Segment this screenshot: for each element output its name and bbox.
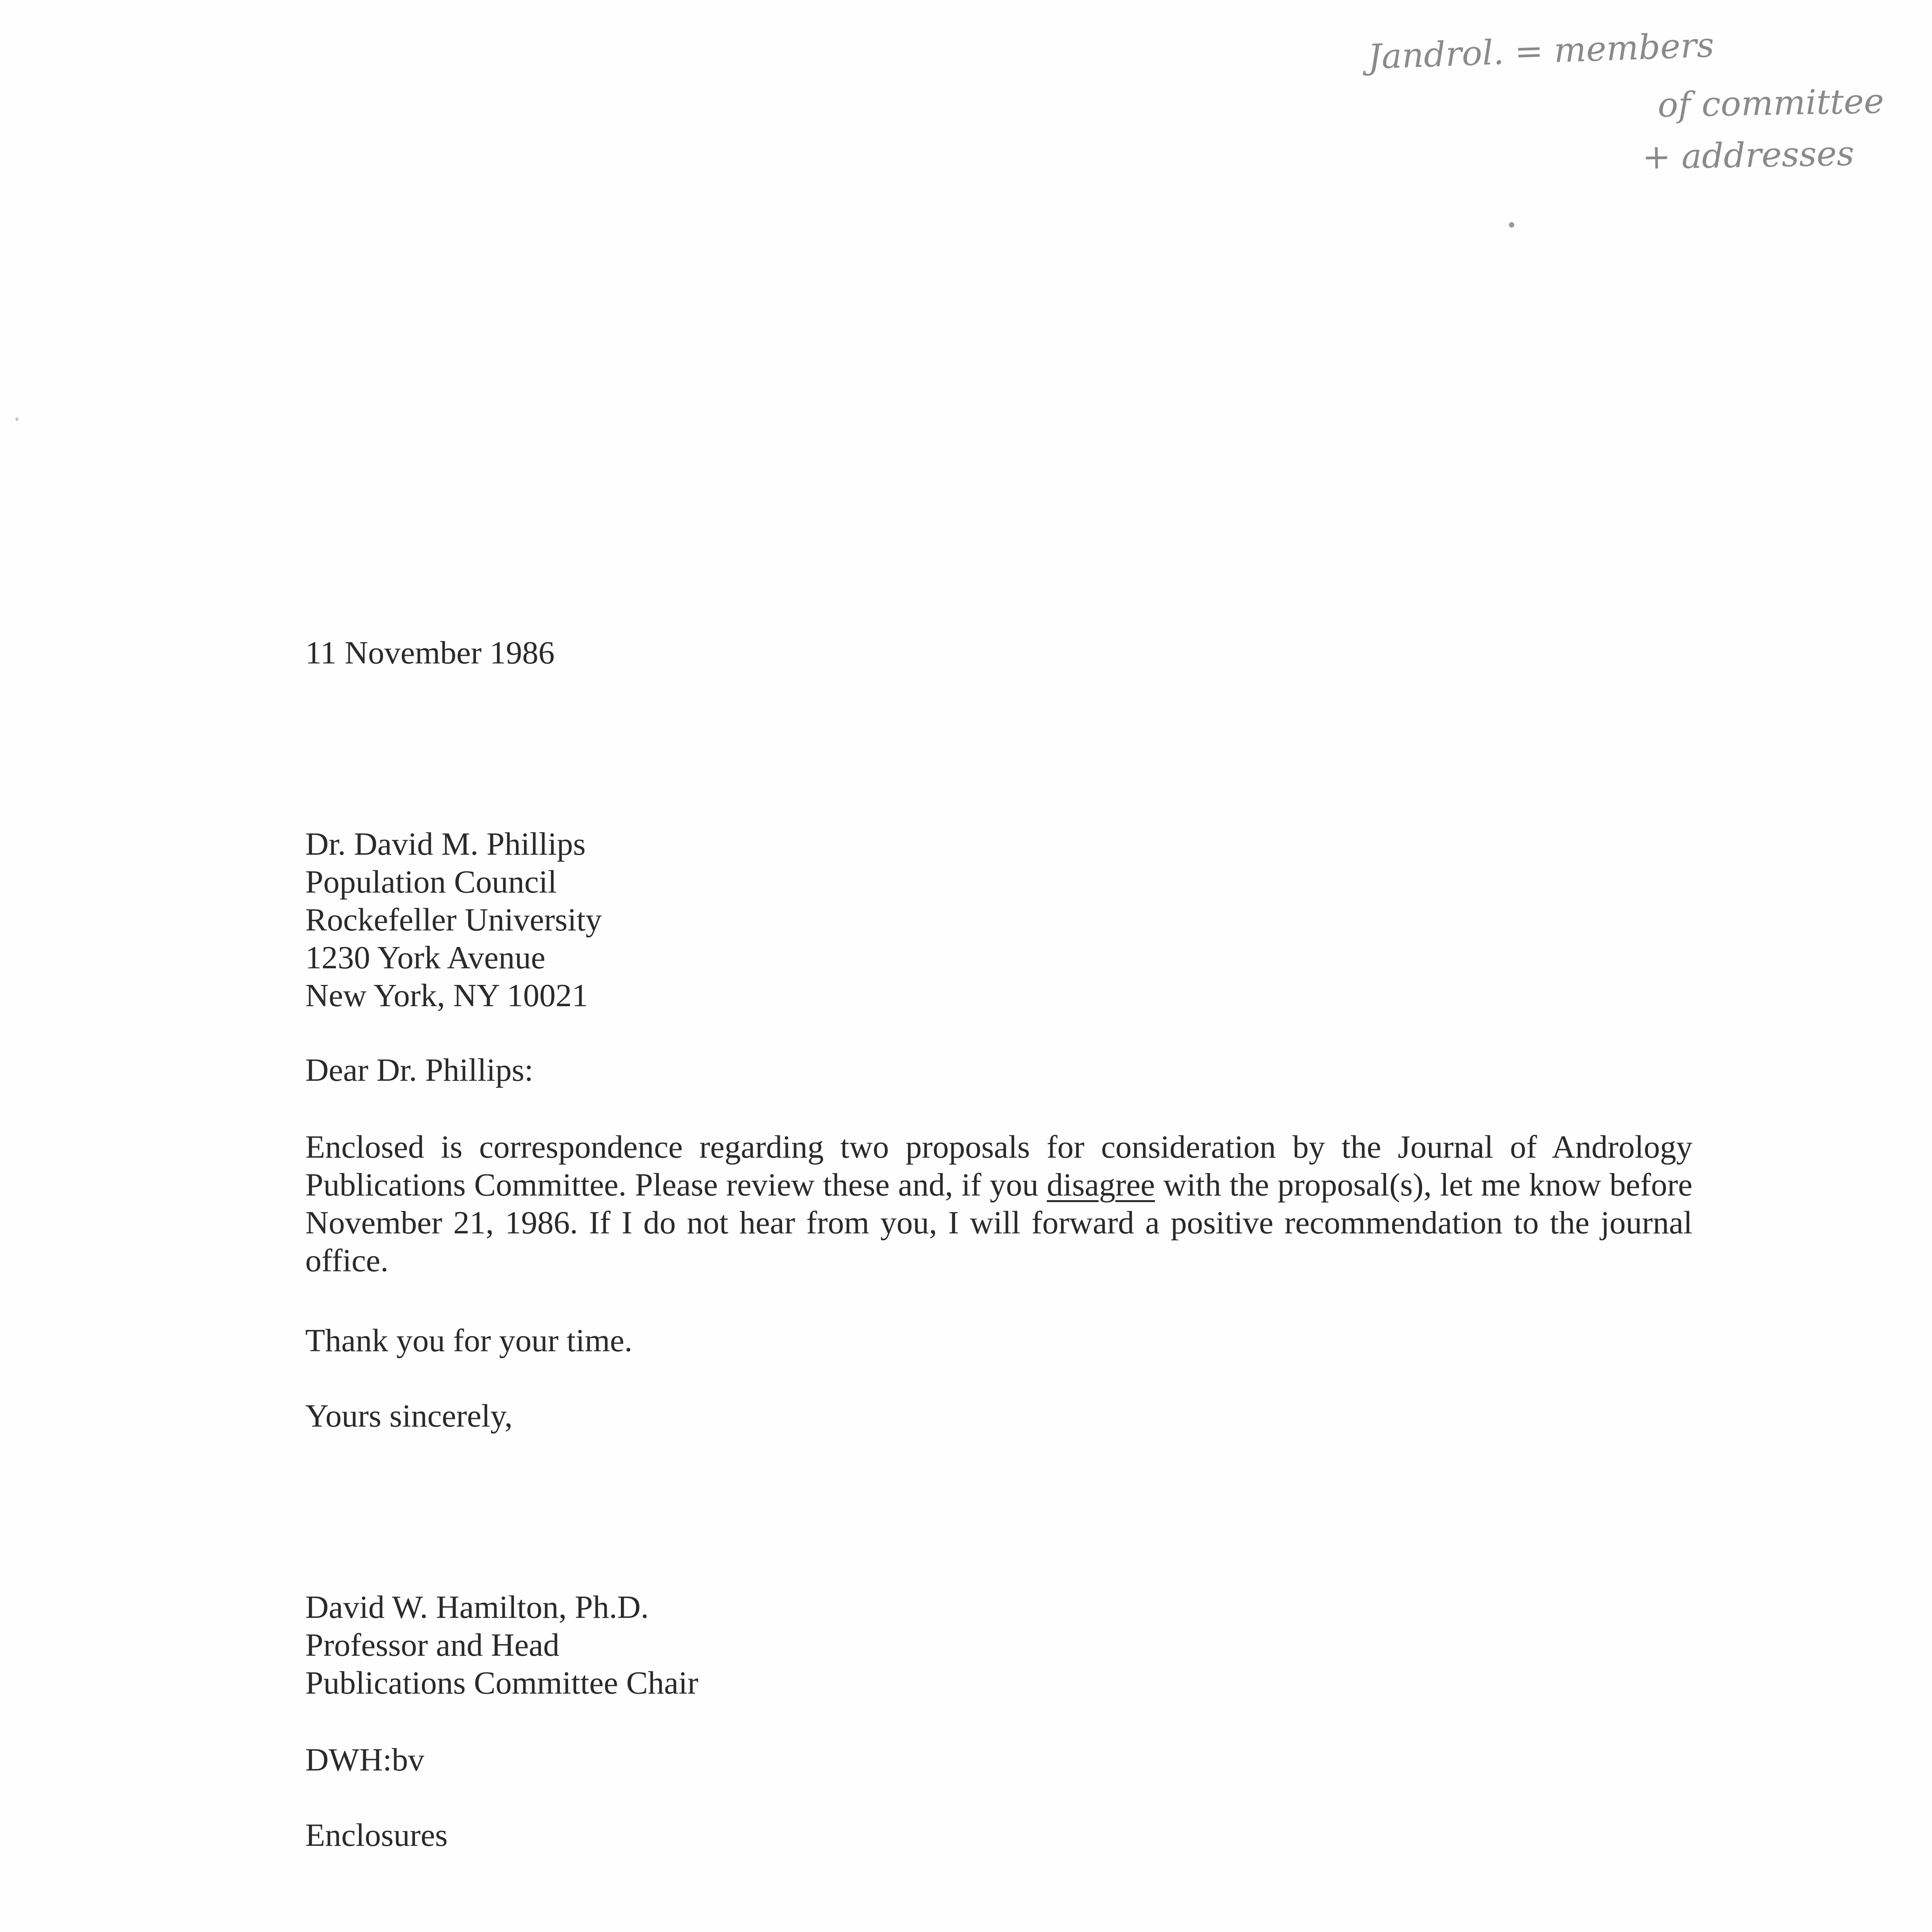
- recipient-city: New York, NY 10021: [305, 978, 588, 1014]
- letter-date: 11 November 1986: [305, 635, 555, 671]
- body-text-end: with the proposal(s), let me know before November 21, 1986. If I do not hear from you, I will forward a positive recommendation to the journal office.: [305, 1167, 1692, 1279]
- recipient-street: 1230 York Avenue: [305, 940, 546, 976]
- recipient-name: Dr. David M. Phillips: [305, 826, 586, 862]
- scan-speck: [1509, 222, 1514, 228]
- salutation: Dear Dr. Phillips:: [305, 1052, 534, 1088]
- signer-name: David W. Hamilton, Ph.D.: [305, 1589, 649, 1625]
- enclosures-note: Enclosures: [305, 1817, 448, 1853]
- signer-title: Professor and Head: [305, 1627, 560, 1663]
- body-paragraph: [305, 1128, 1692, 1280]
- handwritten-note-line-3: + addresses: [1642, 133, 1855, 177]
- recipient-organization: Population Council: [305, 864, 557, 900]
- signer-committee-title: Publications Committee Chair: [305, 1665, 699, 1701]
- reference-initials: DWH:bv: [305, 1742, 424, 1778]
- scan-speck: [15, 417, 19, 421]
- closing: Yours sincerely,: [305, 1398, 513, 1434]
- handwritten-note-line-2: of committee: [1657, 81, 1884, 125]
- body-text-start: Enclosed is correspondence regarding two proposals for consideration by the Journal of Andrology Publications Committee. Please review these and, if you: [305, 1129, 1692, 1203]
- handwritten-note-line-1: Jandrol. = members: [1367, 25, 1715, 77]
- thank-you-line: Thank you for your time.: [305, 1323, 633, 1359]
- underlined-word: disagree: [1047, 1167, 1155, 1203]
- recipient-institution: Rockefeller University: [305, 902, 602, 938]
